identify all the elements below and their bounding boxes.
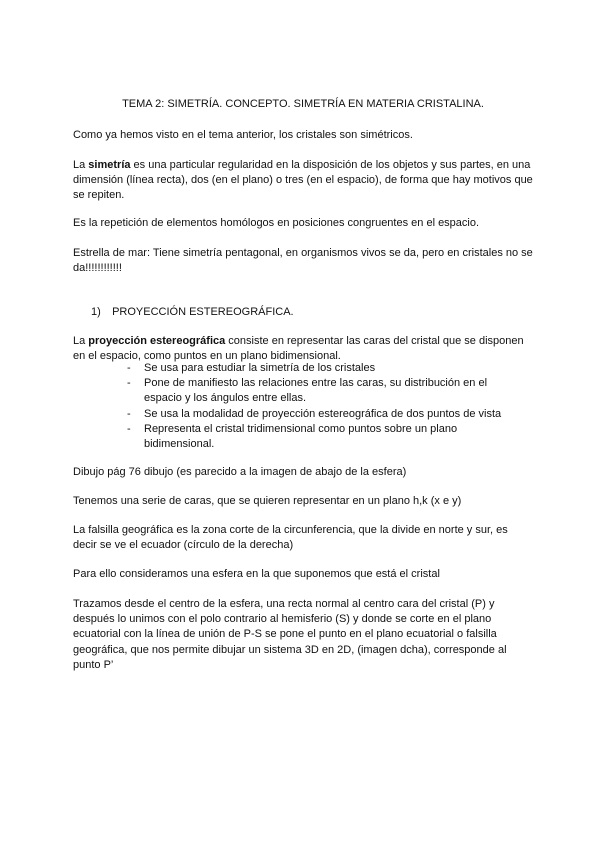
definition-text: es una particular regularidad en la disposición de los objetos y sus partes, en una dimensión (línea recta), dos (en el plano) o tres (en el espacio), de forma que hay motivos que se repiten. bbox=[73, 159, 533, 202]
tracing-paragraph: Trazamos desde el centro de la esfera, una recta normal al centro cara del cristal (P) y después lo unimos con el polo contrario al hemisferio (S) y donde se corte en el plano ecuatorial con la línea de unión de P-S se pone el punto en el plano ecuatorial o falsilla geográfica, que nos permite dibujar un sistema 3D en 2D, (imagen dcha), corresponde al punto P’ bbox=[73, 598, 507, 671]
projection-term: proyección estereográfica bbox=[88, 335, 226, 347]
definition-lead: La bbox=[73, 159, 89, 171]
bullet-item: - Se usa para estudiar la simetría de los cristales bbox=[127, 361, 507, 376]
projection-lead: La bbox=[73, 335, 89, 347]
symmetry-definition-paragraph bbox=[73, 158, 533, 204]
section-heading bbox=[91, 305, 294, 320]
projection-definition-paragraph bbox=[73, 334, 533, 364]
section-title: PROYECCIÓN ESTEREOGRÁFICA. bbox=[112, 306, 294, 318]
repetition-paragraph: Es la repetición de elementos homólogos en posiciones congruentes en el espacio. bbox=[73, 217, 480, 229]
symmetry-term: simetría bbox=[88, 159, 131, 171]
faces-paragraph: Tenemos una serie de caras, que se quieren representar en un plano h,k (x e y) bbox=[73, 495, 462, 507]
starfish-paragraph: Estrella de mar: Tiene simetría pentagonal, en organismos vivos se da, pero en cristales no se da!!!!!!!!!!!! bbox=[73, 247, 533, 275]
bullet-item: - Se usa la modalidad de proyección estereográfica de dos puntos de vista bbox=[127, 407, 507, 422]
projection-bullet-list bbox=[127, 361, 507, 452]
intro-paragraph: Como ya hemos visto en el tema anterior, los cristales son simétricos. bbox=[73, 129, 413, 141]
section-number: 1) bbox=[91, 306, 101, 318]
drawing-reference-paragraph: Dibujo pág 76 dibujo (es parecido a la imagen de abajo de la esfera) bbox=[73, 466, 407, 478]
sphere-paragraph: Para ello consideramos una esfera en la que suponemos que está el cristal bbox=[73, 568, 440, 580]
projection-text: consiste en representar las caras del cristal que se disponen en el espacio, como puntos en un plano bidimensional. bbox=[73, 335, 524, 363]
bullet-item: - Representa el cristal tridimensional como puntos sobre un plano bidimensional. bbox=[127, 422, 507, 452]
bullet-item: - Pone de manifiesto las relaciones entre las caras, su distribución en el espacio y los ángulos entre ellas. bbox=[127, 376, 507, 406]
page-title: TEMA 2: SIMETRÍA. CONCEPTO. SIMETRÍA EN MATERIA CRISTALINA. bbox=[122, 98, 484, 110]
falsilla-paragraph: La falsilla geográfica es la zona corte de la circunferencia, que la divide en norte y sur, es decir se ve el ecuador (círculo de la derecha) bbox=[73, 524, 508, 552]
